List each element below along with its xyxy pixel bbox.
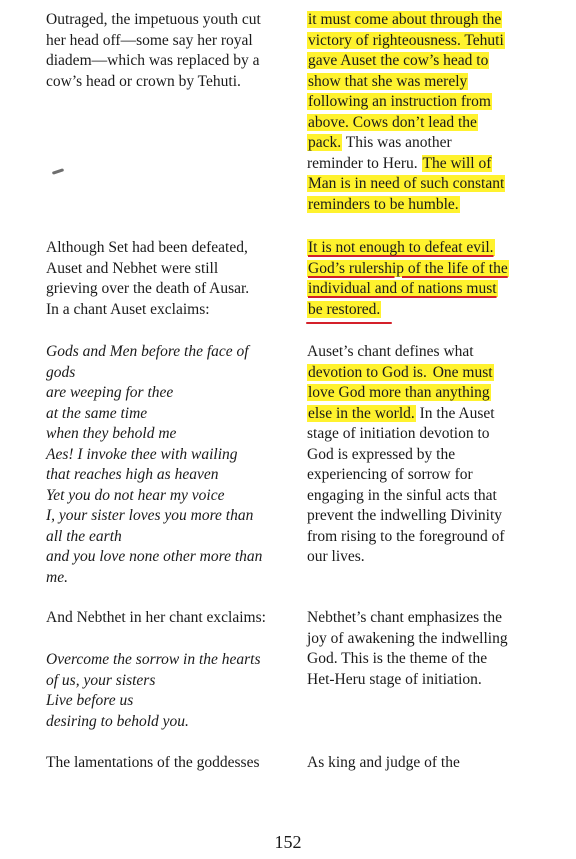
text-line (307, 259, 547, 280)
text-line: Auset’s chant defines what (307, 343, 474, 360)
left-paragraph-1 (46, 10, 261, 92)
text-line (307, 113, 547, 134)
red-pen-underline (306, 322, 392, 324)
text-line: In a chant Auset exclaims: (46, 300, 210, 318)
text-line: joy of awakening the indwelling (307, 629, 508, 647)
verse-line: Overcome the sorrow in the hearts (46, 651, 261, 668)
text-line: her head off—some say her royal (46, 31, 253, 49)
highlighted-text: else in the world. (308, 404, 415, 422)
right-paragraph-4 (307, 608, 547, 690)
text-line (307, 51, 547, 72)
verse-line: Live before us (46, 692, 134, 709)
text-line (307, 238, 547, 259)
text-line: prevent the indwelling Divinity (307, 507, 503, 524)
highlighted-text: devotion to God is. (308, 363, 427, 381)
highlighted-text: reminders to be humble. (308, 195, 459, 213)
right-paragraph-1 (307, 10, 547, 215)
text-line: experiencing of sorrow for (307, 466, 473, 483)
text-line (307, 133, 547, 154)
verse-line: and you love none other more than (46, 548, 263, 565)
verse-line: are weeping for thee (46, 384, 174, 401)
text-line: God. This is the theme of the (307, 650, 488, 667)
text-line (307, 300, 547, 321)
highlighted-text: gave Auset the cow’s head to (308, 52, 489, 69)
verse-line: Gods and Men before the face of (46, 343, 249, 360)
text-line: our lives. (307, 548, 365, 565)
highlighted-text: it must come about through the (308, 11, 502, 28)
text-line (307, 10, 547, 31)
highlighted-text: love God more than anything (308, 384, 490, 401)
highlighted-text: following an instruction from (308, 93, 491, 110)
text-line: cow’s head or crown by Tehuti. (46, 72, 241, 90)
page-number: 152 (274, 832, 302, 852)
text-line: The lamentations of the goddesses (46, 754, 260, 771)
text-line (307, 383, 547, 404)
text-line (307, 72, 547, 93)
right-paragraph-3 (307, 342, 547, 568)
text-line: Auset and Nebhet were still (46, 259, 219, 277)
text-line: Although Set had been defeated, (46, 239, 248, 256)
text-line: from rising to the foreground of (307, 527, 505, 545)
verse-line: I, your sister loves you more than (46, 507, 254, 524)
highlighted-text: Man is in need of such constant (308, 175, 505, 192)
left-paragraph-4 (46, 753, 260, 774)
verse-line: of us, your sisters (46, 671, 156, 689)
text-line: Outraged, the impetuous youth cut (46, 11, 261, 28)
verse-line: all the earth (46, 527, 122, 545)
highlighted-text: One must (428, 363, 493, 381)
left-paragraph-2 (46, 238, 249, 320)
text-line: God is expressed by the (307, 445, 456, 463)
text-line (307, 92, 547, 113)
text-line: diadem—which was replaced by a (46, 52, 260, 69)
auset-chant-verse (46, 342, 262, 588)
highlighted-underlined-text: individual and of nations must (308, 280, 497, 297)
text-line (307, 404, 547, 425)
verse-line: when they behold me (46, 425, 177, 442)
highlighted-text: victory of righteousness. Tehuti (308, 31, 504, 49)
text-line: As king and judge of the (307, 754, 460, 771)
text-line: And Nebthet in her chant exclaims: (46, 609, 266, 626)
text-line (307, 279, 547, 300)
highlighted-text: The will of (422, 154, 492, 172)
highlighted-underlined-text: It is not enough to defeat evil. (308, 239, 494, 256)
highlighted-text: be restored. (308, 300, 381, 318)
nebthet-chant-verse (46, 650, 261, 732)
text-line (307, 154, 547, 175)
plain-text: In the Auset (415, 404, 495, 422)
text-line: engaging in the sinful acts that (307, 486, 497, 504)
verse-line: me. (46, 568, 68, 586)
text-line (307, 31, 547, 52)
text-line: Nebthet’s chant emphasizes the (307, 609, 502, 626)
text-line (307, 195, 547, 216)
text-line (307, 363, 547, 384)
highlighted-underlined-text: God’s rulership of the life of the (308, 259, 508, 277)
highlighted-text: pack. (308, 134, 342, 151)
plain-text: This was another (342, 134, 452, 151)
verse-line: Aes! I invoke thee with wailing (46, 445, 238, 463)
verse-line: that reaches high as heaven (46, 466, 219, 483)
right-paragraph-2 (307, 238, 547, 320)
verse-line: desiring to behold you. (46, 712, 189, 730)
text-line (307, 174, 547, 195)
highlighted-text: show that she was merely (308, 72, 468, 90)
verse-line: gods (46, 363, 76, 381)
text-line: grieving over the death of Ausar. (46, 280, 250, 297)
highlighted-text: above. Cows don’t lead the (308, 113, 477, 131)
verse-line: at the same time (46, 404, 148, 422)
right-paragraph-5 (307, 753, 547, 774)
ink-smudge (52, 168, 64, 175)
text-line: Het-Heru stage of initiation. (307, 670, 482, 688)
left-paragraph-3 (46, 608, 266, 629)
plain-text: reminder to Heru. (307, 154, 418, 172)
verse-line: Yet you do not hear my voice (46, 486, 225, 504)
text-line: stage of initiation devotion to (307, 425, 490, 442)
